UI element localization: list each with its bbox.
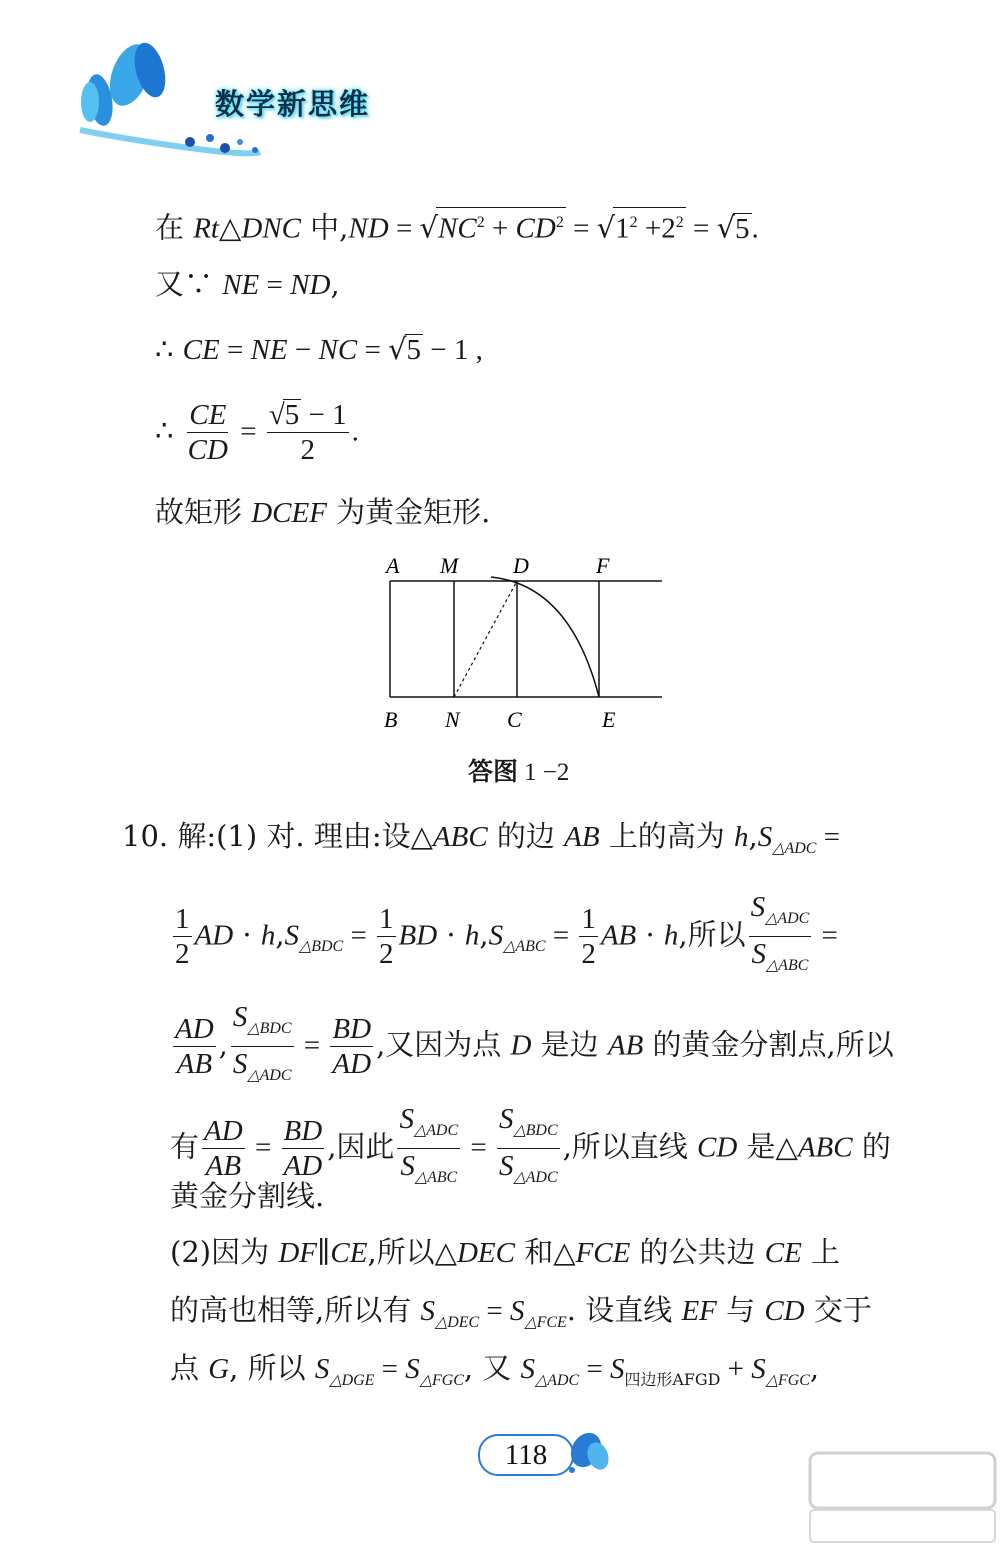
text: 的 [852,1129,891,1164]
text: 中, [300,210,349,245]
exponent: 2 [555,214,564,231]
denominator: AD [332,1047,372,1080]
caption-text: 答图 [468,757,519,786]
denominator [750,937,811,983]
sqrt-sign: √ [388,332,407,366]
q10-line-8 [170,1350,819,1399]
text: NE [250,334,288,366]
text: DCEF [251,497,327,529]
text: · [636,917,664,952]
q10-line-5 [170,1178,324,1214]
text: . [751,212,759,245]
text: = [579,1353,610,1385]
subscript: △BDC [247,1019,292,1037]
text: (2)因为 [170,1235,279,1269]
text: , 又 [463,1351,521,1385]
text: +2 [637,212,676,245]
text: 的黄金分割点,所以 [643,1027,894,1062]
fraction [267,398,349,467]
text: = [247,1131,279,1164]
text: = [479,1295,510,1327]
fraction [173,1012,216,1081]
subscript: △BDC [513,1121,558,1139]
label-b: B [384,707,398,732]
numerator [267,398,349,433]
text: S [757,821,773,853]
text: S [509,1295,525,1327]
numerator: 1 [379,902,394,935]
fraction [202,1114,245,1183]
text: △ [219,210,242,245]
text: ∥ [316,1235,331,1269]
text: . [351,415,359,448]
label-e: E [602,707,616,732]
text: = [816,821,840,853]
subscript: △ADC [513,1168,558,1186]
sqrt-sign: √ [268,399,285,431]
conclusion-line [155,494,490,531]
equation-line-3 [155,331,483,368]
subscript: △ADC [535,1371,580,1389]
text: S [284,919,300,952]
subscript: △FGC [765,1371,810,1389]
text: 交于 [804,1293,872,1327]
text: ∴ [155,413,183,448]
numerator: BD [332,1012,372,1045]
text: ,因此 [327,1129,395,1164]
text: S [750,891,766,923]
fraction [330,1012,373,1081]
text: 在 [155,210,194,245]
denominator: 2 [300,434,315,466]
text: AB [607,1029,644,1062]
radicand: 5 [735,212,750,245]
text: AB [600,919,637,952]
denominator [231,1047,294,1093]
text: S [610,1353,625,1385]
q10-line-7 [170,1292,872,1341]
denominator: AB [205,1149,242,1182]
book-title: 数学新思维 [215,87,371,121]
text: · [437,917,465,952]
subscript: 四边形AFGD [624,1369,721,1389]
subscript: △DGE [329,1371,375,1389]
q10-line-3 [170,1000,894,1093]
fraction [579,902,598,971]
text: S [314,1353,330,1385]
q10-line-2 [170,890,838,983]
text: 点 [170,1351,209,1385]
text: . 设直线 [566,1293,682,1327]
text: , [809,1351,820,1385]
text: · [233,917,261,952]
text: = [388,212,420,245]
text: S [232,1047,248,1080]
denominator: 2 [175,937,190,970]
watermark-logo [805,1448,1000,1547]
equation-line-4 [155,398,359,467]
fraction [749,890,812,983]
text: S [405,1353,420,1385]
subscript: △ABC [503,938,546,956]
numerator [497,1102,560,1149]
text: , [275,917,285,952]
text: CD [697,1131,738,1164]
denominator [497,1149,560,1195]
exponent: 2 [675,214,684,231]
q10-line-1 [122,818,840,867]
radicand [436,207,566,244]
text: = [685,212,717,245]
label-a: A [386,553,400,578]
text: S [520,1353,535,1385]
text: 1 [615,212,630,245]
subscript: △FGC [419,1371,464,1389]
q10-line-6 [170,1234,840,1271]
text: S [751,937,767,970]
text: 故矩形 [155,495,252,529]
text: 与 [716,1293,765,1327]
text: = [463,1131,494,1164]
butterfly-icon [560,1428,618,1478]
text: S [400,1149,415,1182]
numerator [231,1000,294,1047]
text: DNC [241,212,301,245]
label-m: M [440,553,459,578]
text: , [330,267,340,301]
text: EF [681,1295,717,1327]
text: S [488,919,504,952]
text: h [464,919,480,952]
radicand: 5 [406,334,422,366]
text: 有 [170,1129,200,1164]
text: , [479,917,489,952]
text: = [565,212,597,245]
subscript: △FCE [524,1313,567,1331]
text: , [218,1027,228,1062]
denominator [398,1149,459,1195]
denominator: 2 [581,937,596,970]
dashed-nd [454,581,517,697]
golden-rectangle-figure [370,545,670,740]
text: CE [182,334,220,366]
text: = [259,269,291,301]
text: = [374,1353,406,1385]
text: = [296,1029,328,1062]
numerator: CE [189,399,227,431]
equation-line-2 [155,266,340,303]
text: ABC [432,821,488,853]
numerator: BD [283,1114,323,1147]
text: 上 [801,1235,841,1269]
fraction [497,1102,560,1195]
label-f: F [596,553,610,578]
text: AD [194,919,234,952]
subscript: △DEC [434,1313,480,1331]
subscript: △BDC [299,938,344,956]
radicand: 5 [284,399,300,431]
text: BD [398,919,438,952]
text: 为黄金矩形. [326,495,491,529]
fraction [173,902,192,971]
text: − 1 [301,399,347,431]
subscript: △ADC [247,1066,292,1084]
subscript: △ADC [413,1121,459,1139]
denominator: AD [283,1149,323,1182]
denominator: 2 [379,937,394,970]
numerator: AD [204,1114,243,1147]
numerator [749,890,812,937]
text: D [510,1029,532,1062]
text: DF [278,1237,317,1269]
sqrt-sign: √ [419,210,439,245]
text: FCE [575,1237,631,1269]
exponent: 2 [629,214,638,231]
caption-number: 1 −2 [524,759,570,786]
text: = [343,919,375,952]
text: = [232,415,264,448]
sqrt-sign: √ [596,210,616,245]
equation-line-1 [155,207,759,247]
text: + [484,212,516,245]
numerator [397,1102,460,1149]
page-footer [478,1428,618,1480]
text: = [357,334,389,366]
text: AB [564,821,600,853]
label-d: D [513,553,529,578]
text: 是边 [531,1027,608,1062]
text: ND [348,212,389,245]
text: = [545,919,577,952]
label-n: N [445,707,460,732]
numerator: AD [175,1012,214,1045]
text: − 1 , [423,334,483,366]
fraction [282,1114,325,1183]
arc-de [491,577,599,697]
text: ,又因为点 [376,1027,511,1062]
text: 黄金分割线. [170,1179,325,1213]
text: 的高也相等,所以有 [170,1293,421,1327]
text: CD [764,1295,805,1327]
numerator: 1 [581,902,596,935]
text: S [751,1353,766,1385]
subscript: △ABC [766,956,809,974]
fraction [186,398,230,467]
text: 的边 [487,819,565,853]
text: ∴ [155,332,183,366]
text: 上的高为 [599,819,735,853]
text: 又∵ [155,267,223,301]
subscript: △ADC [772,839,817,857]
text: , [748,819,758,853]
denominator: AB [176,1047,213,1080]
text: h [734,821,749,853]
text: Rt [193,212,219,245]
text: 的公共边 [630,1235,765,1269]
text: CD [515,212,556,245]
text: NE [222,269,260,301]
text: CE [330,1237,368,1269]
text: 是△ [737,1129,798,1164]
text: = [219,334,251,366]
fraction [231,1000,294,1093]
text: NC [438,212,477,245]
fraction [397,1102,460,1195]
text: h [260,919,276,952]
denominator: CD [187,434,228,466]
radicand [613,207,686,244]
text: NC [318,334,358,366]
text: ND [290,269,331,301]
text: DEC [456,1237,515,1269]
text: + [720,1353,752,1385]
text: , 所以 [229,1351,315,1385]
page-number: 118 [478,1434,574,1476]
text: ABC [797,1131,853,1164]
text: S [232,1001,248,1033]
text: 和△ [514,1235,576,1269]
text: CE [764,1237,802,1269]
text: ,所以△ [367,1235,457,1269]
numerator: 1 [175,902,190,935]
label-c: C [507,707,522,732]
text: h [663,919,679,952]
text: S [498,1149,514,1182]
subscript: △ADC [765,909,810,927]
text: 10. 解:(1) 对. 理由:设△ [122,819,433,853]
subscript: △ABC [414,1168,458,1186]
text: = [814,919,838,952]
text: G [208,1353,230,1385]
sqrt-sign: √ [716,210,736,245]
exponent: 2 [476,214,485,231]
text: S [420,1295,435,1327]
text: S [399,1103,414,1135]
text: − [287,334,319,366]
text: ,所以直线 [562,1129,698,1164]
text: ,所以 [678,917,746,952]
text: S [498,1103,514,1135]
fraction [377,902,396,971]
figure-caption [468,752,569,788]
